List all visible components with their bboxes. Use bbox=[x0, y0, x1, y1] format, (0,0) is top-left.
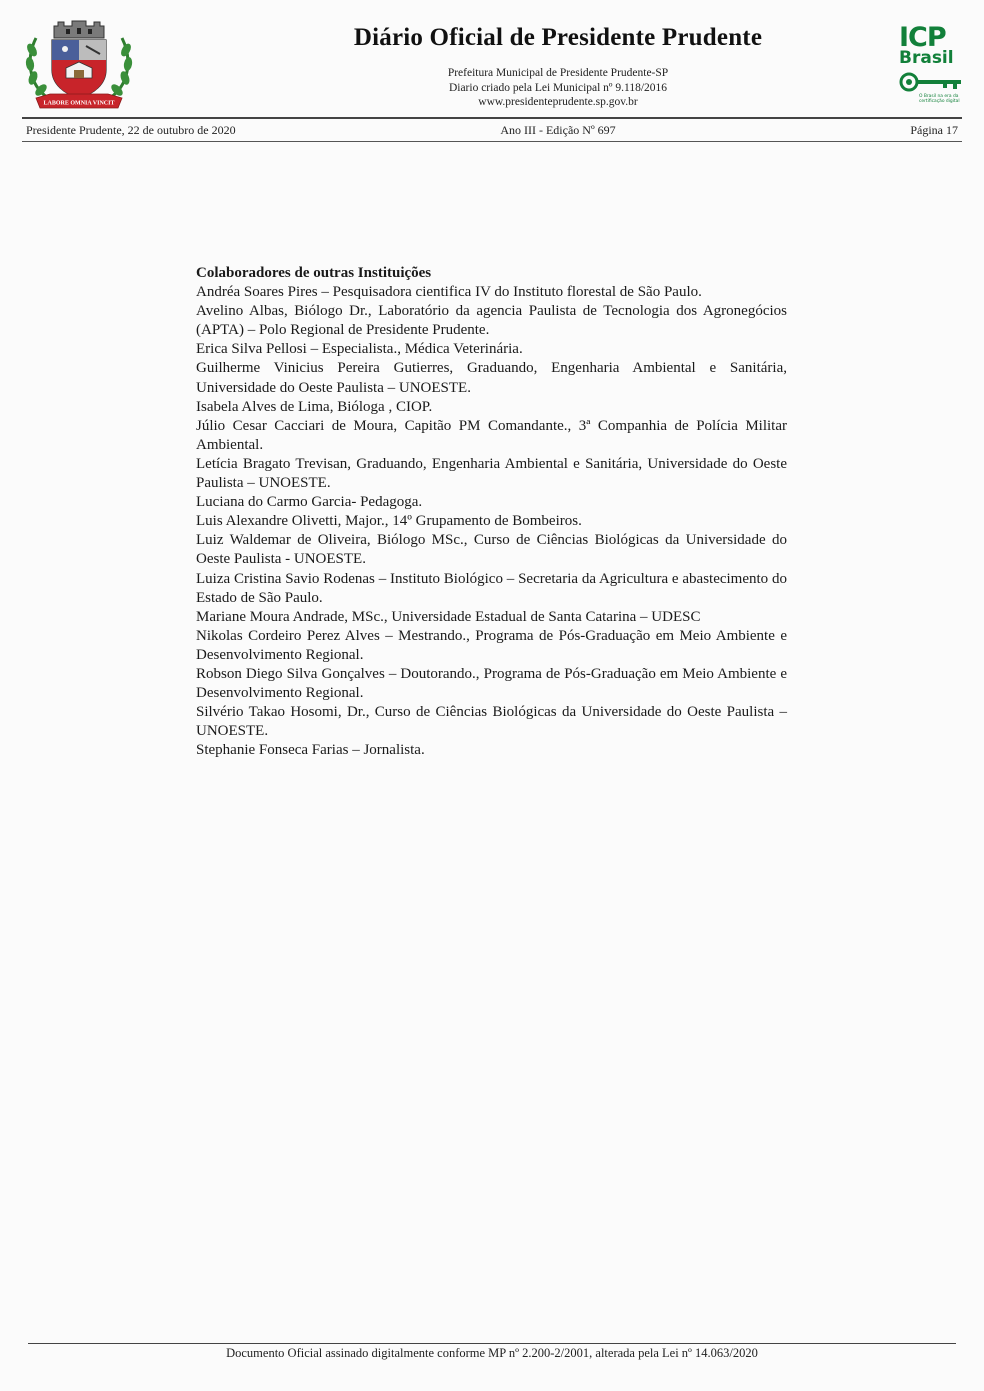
meta-divider bbox=[22, 141, 962, 142]
footer-signature-note: Documento Oficial assinado digitalmente conforme MP nº 2.200-2/2001, alterada pela Lei nº 14.063/2020 bbox=[226, 1346, 758, 1360]
list-item: Erica Silva Pellosi – Especialista., Médica Veterinária. bbox=[196, 341, 523, 358]
list-item: Avelino Albas, Biólogo Dr., Laboratório da agencia Paulista de Tecnologia dos Agronegócios (APTA) – Polo Regional de Presidente Prudente. bbox=[196, 303, 787, 339]
list-item: Júlio Cesar Cacciari de Moura, Capitão PM Comandante., 3ª Companhia de Polícia Militar Ambiental. bbox=[196, 417, 787, 453]
collaborators-list bbox=[196, 283, 787, 760]
list-item: Luciana do Carmo Garcia- Pedagoga. bbox=[196, 494, 423, 511]
icp-brasil-logo bbox=[893, 24, 963, 110]
header-divider bbox=[22, 117, 962, 119]
icp-logo-tagline: O Brasil na era da certificação digital bbox=[919, 94, 960, 104]
section-heading: Colaboradores de outras Instituições bbox=[196, 265, 432, 281]
publisher-line: Prefeitura Municipal de Presidente Prudente-SP bbox=[447, 67, 669, 79]
publisher-info bbox=[340, 66, 776, 110]
edition-number: Ano III - Edição Nº 697 bbox=[500, 123, 616, 137]
publication-date: Presidente Prudente, 22 de outubro de 2020 bbox=[26, 123, 236, 137]
crest-motto: LABORE OMNIA VINCIT bbox=[43, 100, 115, 107]
key-icon bbox=[899, 70, 963, 96]
website-line: www.presidenteprudente.sp.gov.br bbox=[478, 96, 638, 108]
list-item: Guilherme Vinicius Pereira Gutierres, Graduando, Engenharia Ambiental e Sanitária, Universidade do Oeste Paulista – UNOESTE. bbox=[196, 360, 787, 396]
list-item: Luis Alexandre Olivetti, Major., 14º Grupamento de Bombeiros. bbox=[196, 513, 582, 530]
icp-logo-line1: ICP bbox=[899, 22, 946, 53]
collaborators-section bbox=[196, 264, 787, 760]
list-item: Isabela Alves de Lima, Bióloga , CIOP. bbox=[196, 398, 433, 415]
newspaper-title: Diário Oficial de Presidente Prudente bbox=[353, 24, 763, 51]
list-item: Nikolas Cordeiro Perez Alves – Mestrando., Programa de Pós-Graduação em Meio Ambiente e Desenvolvimento Regional. bbox=[196, 627, 787, 663]
list-item: Silvério Takao Hosomi, Dr., Curso de Ciências Biológicas da Universidade do Oeste Paulista – UNOESTE. bbox=[196, 704, 787, 740]
list-item: Andréa Soares Pires – Pesquisadora cientifica IV do Instituto florestal de São Paulo. bbox=[196, 284, 702, 301]
list-item: Letícia Bragato Trevisan, Graduando, Engenharia Ambiental e Sanitária, Universidade do Oeste Paulista – UNOESTE. bbox=[196, 455, 787, 492]
footer-divider bbox=[28, 1343, 956, 1344]
page-number: Página 17 bbox=[910, 123, 958, 137]
list-item: Robson Diego Silva Gonçalves – Doutorando., Programa de Pós-Graduação em Meio Ambiente e Desenvolvimento Regional. bbox=[196, 665, 787, 702]
list-item: Luiz Waldemar de Oliveira, Biólogo MSc., Curso de Ciências Biológicas da Universidade do Oeste Paulista - UNOESTE. bbox=[196, 532, 787, 568]
list-item: Stephanie Fonseca Farias – Jornalista. bbox=[196, 742, 425, 759]
municipal-crest-logo bbox=[22, 18, 136, 112]
law-line: Diario criado pela Lei Municipal nº 9.118/2016 bbox=[448, 81, 668, 94]
list-item: Luiza Cristina Savio Rodenas – Instituto Biológico – Secretaria da Agricultura e abastecimento do Estado de São Paulo. bbox=[196, 570, 787, 606]
icp-logo-line2: Brasil bbox=[899, 48, 954, 68]
list-item: Mariane Moura Andrade, MSc., Universidade Estadual de Santa Catarina – UDESC bbox=[196, 608, 701, 625]
